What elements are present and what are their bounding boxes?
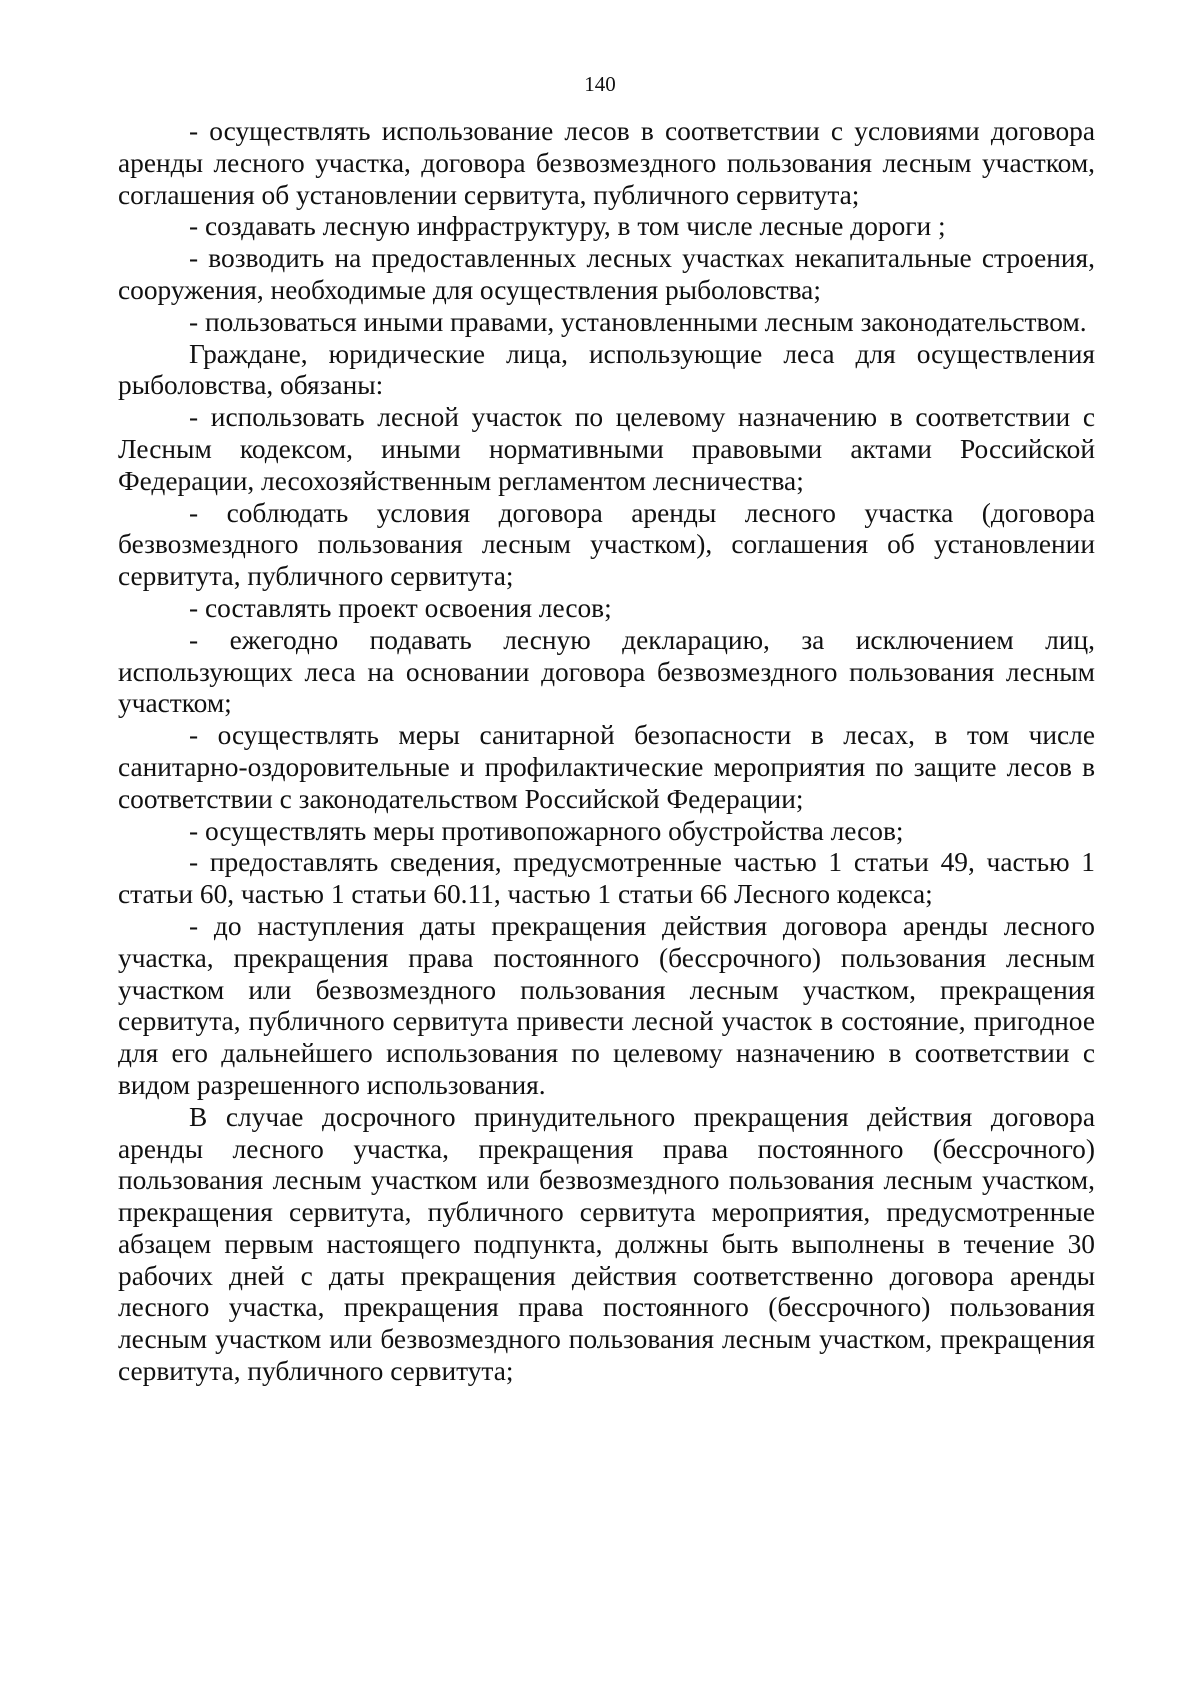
paragraph-obligations-intro: Граждане, юридические лица, использующие леса для осуществления рыболовства, обязаны: bbox=[118, 338, 1095, 401]
paragraph-right-other: - пользоваться иными правами, установленными лесным законодательством. bbox=[189, 306, 1087, 337]
paragraph-early-termination: В случае досрочного принудительного прекращения действия договора аренды лесного участка, прекращения права постоянного (бессрочного) пользования лесным участком или безвозмездного пользования лесным участком, прекращения сервитута, публичного сервитута мероприятия, предусмотренные абзацем первым настоящего подпункта, должны быть выполнены в течение 30 рабочих дней с даты прекращения действия соответственно договора аренды лесного участка, прекращения права постоянного (бессрочного) пользования лесным участком или безвозмездного пользования лесным участком, прекращения сервитута, публичного сервитута; bbox=[118, 1101, 1095, 1387]
paragraph-obligation-purpose: - использовать лесной участок по целевому назначению в соответствии с Лесным кодексом, иными нормативными правовыми актами Российской Федерации, лесохозяйственным регламентом лесничества; bbox=[118, 402, 1095, 496]
paragraph-obligation-fire: - осуществлять меры противопожарного обустройства лесов; bbox=[189, 815, 904, 846]
paragraph-right-use-forests: - осуществлять использование лесов в соответствии с условиями договора аренды лесного участка, договора безвозмездного пользования лесным участком, соглашения об установлении сервитута, публичного сервитута; bbox=[118, 116, 1095, 210]
paragraph-right-infrastructure: - создавать лесную инфраструктуру, в том числе лесные дороги ; bbox=[189, 211, 946, 242]
paragraph-right-structures: - возводить на предоставленных лесных участках некапитальные строения, сооружения, необходимые для осуществления рыболовства; bbox=[118, 243, 1095, 305]
document-body bbox=[118, 116, 1095, 1388]
paragraph-obligation-reporting: - предоставлять сведения, предусмотренные частью 1 статьи 49, частью 1 статьи 60, частью 1 статьи 60.11, частью 1 статьи 66 Лесного кодекса; bbox=[118, 847, 1095, 910]
paragraph-obligation-contract: - соблюдать условия договора аренды лесного участка (договора безвозмездного пользования лесным участком), соглашения об установлении сервитута, публичного сервитута; bbox=[118, 497, 1095, 592]
paragraph-obligation-declaration: - ежегодно подавать лесную декларацию, за исключением лиц, использующих леса на основании договора безвозмездного пользования лесным участком; bbox=[118, 624, 1095, 719]
paragraph-obligation-sanitary: - осуществлять меры санитарной безопасности в лесах, в том числе санитарно-оздоровительные и профилактические мероприятия по защите лесов в соответствии с законодательством Российской Федерации; bbox=[118, 720, 1095, 814]
paragraph-obligation-restoration: - до наступления даты прекращения действия договора аренды лесного участка, прекращения права постоянного (бессрочного) пользования лесным участком или безвозмездного пользования лесным участком, прекращения сервитута, публичного сервитута привести лесной участок в состояние, пригодное для его дальнейшего использования по целевому назначению в соответствии с видом разрешенного использования. bbox=[118, 910, 1095, 1100]
page-number: 140 bbox=[584, 72, 616, 96]
paragraph-obligation-project: - составлять проект освоения лесов; bbox=[189, 592, 612, 623]
